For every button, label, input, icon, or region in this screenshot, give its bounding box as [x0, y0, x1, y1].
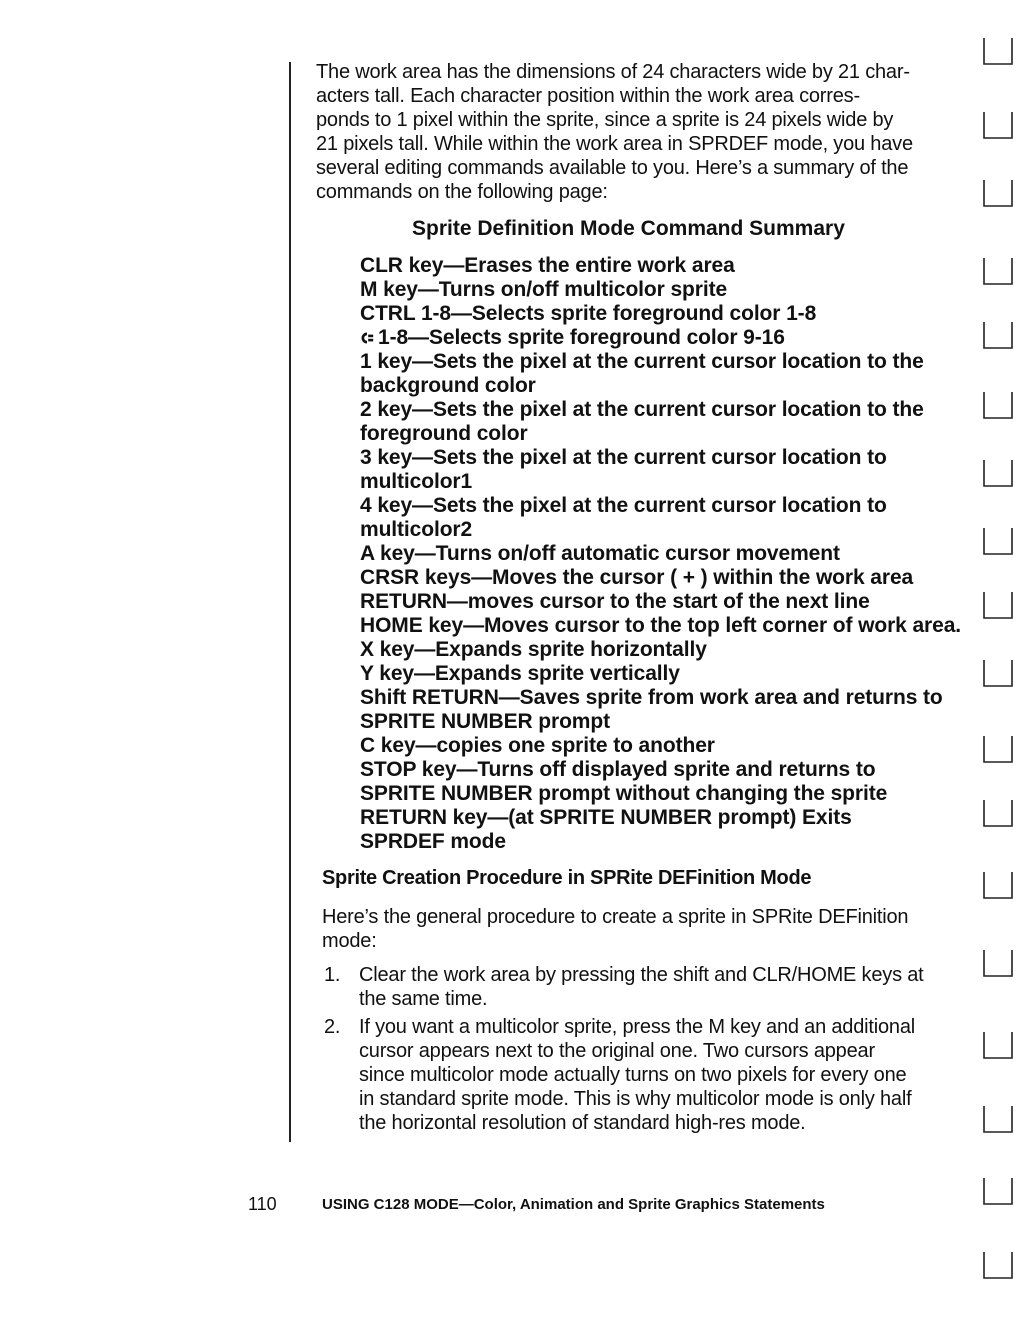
command-list [360, 254, 980, 854]
step-line: in standard sprite mode. This is why multicolor mode is only half [359, 1088, 912, 1110]
running-footer-title: Color, Animation and Sprite Graphics Statements [473, 1196, 825, 1213]
procedure-step [322, 963, 982, 1011]
binder-hole-mark [984, 460, 1012, 486]
procedure-intro [322, 905, 972, 953]
step-line: Clear the work area by pressing the shift and CLR/HOME keys at [359, 964, 924, 986]
binder-hole-mark [984, 592, 1012, 618]
procedure-intro-line: mode: [322, 930, 377, 952]
intro-line: 21 pixels tall. While within the work area in SPRDEF mode, you have [316, 133, 913, 155]
step-line: the same time. [359, 988, 488, 1010]
procedure-step [322, 1015, 982, 1135]
binder-hole-mark [984, 660, 1012, 686]
command-line: 3 key—Sets the pixel at the current cursor location to [360, 446, 887, 469]
procedure-heading: Sprite Creation Procedure in SPRite DEFinition Mode [322, 867, 812, 889]
binder-hole-mark [984, 950, 1012, 976]
command-line: Shift RETURN—Saves sprite from work area and returns to [360, 686, 943, 709]
procedure-steps [322, 963, 982, 1139]
binder-hole-mark [984, 392, 1012, 418]
binder-hole-mark [984, 1032, 1012, 1058]
step-line: since multicolor mode actually turns on two pixels for every one [359, 1064, 907, 1086]
command-line: X key—Expands sprite horizontally [360, 638, 707, 661]
step-number: 1. [324, 964, 341, 986]
command-line: 2 key—Sets the pixel at the current cursor location to the [360, 398, 924, 421]
binder-hole-mark [984, 800, 1012, 826]
binder-hole-mark [984, 736, 1012, 762]
binder-hole-mark [984, 872, 1012, 898]
step-number: 2. [324, 1016, 341, 1038]
intro-line: commands on the following page: [316, 181, 608, 203]
binder-hole-mark [984, 112, 1012, 138]
command-line: 4 key—Sets the pixel at the current cursor location to [360, 494, 887, 517]
command-line: CLR key—Erases the entire work area [360, 254, 735, 277]
command-text: 1-8—Selects sprite foreground color 9-16 [378, 326, 785, 349]
running-footer-section: USING C128 MODE— [322, 1196, 474, 1213]
command-line: multicolor2 [360, 518, 473, 541]
intro-line: ponds to 1 pixel within the sprite, since a sprite is 24 pixels wide by [316, 109, 894, 131]
intro-paragraph [316, 60, 976, 204]
binder-hole-mark [984, 38, 1012, 64]
command-line: C key—copies one sprite to another [360, 734, 715, 757]
command-line: RETURN—moves cursor to the start of the next line [360, 590, 870, 613]
binder-holes-strip [978, 20, 1028, 1310]
page-number: 110 [248, 1194, 277, 1214]
command-line: foreground color [360, 422, 528, 445]
command-line-commodore [360, 326, 980, 350]
binder-hole-mark [984, 1252, 1012, 1278]
intro-line: acters tall. Each character position within the work area corres- [316, 85, 860, 107]
step-line: cursor appears next to the original one. Two cursors appear [359, 1040, 875, 1062]
command-line: HOME key—Moves cursor to the top left corner of work area. [360, 614, 962, 637]
command-line: CRSR keys—Moves the cursor ( + ) within the work area [360, 566, 914, 589]
command-line: SPRDEF mode [360, 830, 506, 853]
command-line: multicolor1 [360, 470, 473, 493]
command-line: 1 key—Sets the pixel at the current cursor location to the [360, 350, 924, 373]
binder-hole-mark [984, 1106, 1012, 1132]
command-line: RETURN key—(at SPRITE NUMBER prompt) Exits [360, 806, 852, 829]
binder-hole-mark [984, 1178, 1012, 1204]
procedure-intro-line: Here’s the general procedure to create a sprite in SPRite DEFinition [322, 906, 909, 928]
command-line: SPRITE NUMBER prompt [360, 710, 611, 733]
binder-hole-mark [984, 528, 1012, 554]
command-line: SPRITE NUMBER prompt without changing the sprite [360, 782, 888, 805]
command-line: Y key—Expands sprite vertically [360, 662, 680, 685]
step-line: If you want a multicolor sprite, press the M key and an additional [359, 1016, 915, 1038]
intro-line: several editing commands available to you. Here’s a summary of the [316, 157, 909, 179]
command-line: CTRL 1-8—Selects sprite foreground color 1-8 [360, 302, 817, 325]
commodore-key-icon [360, 331, 374, 345]
intro-line: The work area has the dimensions of 24 characters wide by 21 char- [316, 61, 910, 83]
binder-hole-mark [984, 180, 1012, 206]
command-line: background color [360, 374, 536, 397]
binder-hole-mark [984, 322, 1012, 348]
step-line: the horizontal resolution of standard high-res mode. [359, 1112, 806, 1134]
margin-rule [289, 62, 291, 1142]
binder-hole-mark [984, 258, 1012, 284]
command-summary-heading: Sprite Definition Mode Command Summary [412, 217, 845, 240]
command-line: A key—Turns on/off automatic cursor movement [360, 542, 840, 565]
running-footer [322, 1196, 825, 1213]
command-line: STOP key—Turns off displayed sprite and returns to [360, 758, 876, 781]
command-line: M key—Turns on/off multicolor sprite [360, 278, 728, 301]
